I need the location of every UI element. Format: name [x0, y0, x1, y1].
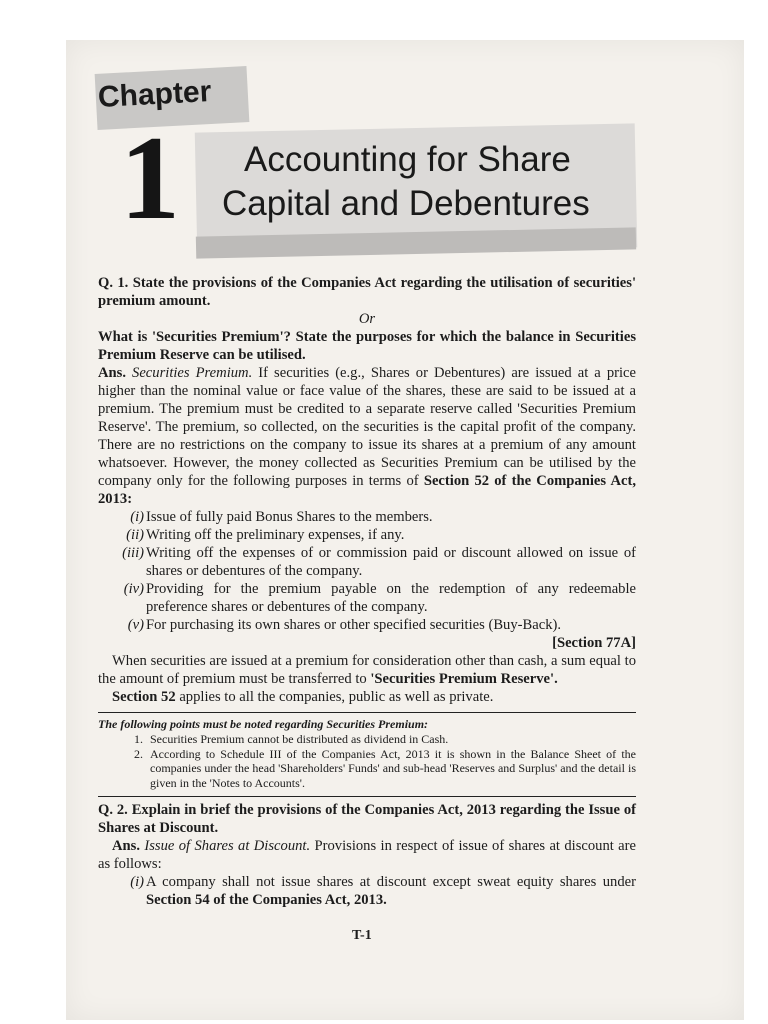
note-list	[98, 732, 636, 790]
answer-label: Ans.	[98, 365, 126, 381]
list-item: (ii) Writing off the preliminary expenses, if any.	[126, 527, 405, 543]
question-2: Q. 2. Explain in brief the provisions of the Companies Act, 2013 regarding the Issue of Shares at Discount.	[98, 802, 636, 836]
chapter-title-line1: Accounting for Share	[244, 140, 571, 179]
paragraph-3: Section 52 applies to all the companies, public as well as private.	[112, 689, 494, 705]
list-item: (iii) Writing off the expenses of or commission paid or discount allowed on issue of shares or debentures of the company.	[122, 545, 636, 579]
question-1-alt: What is 'Securities Premium'? State the purposes for which the balance in Securities Premium Reserve can be utilised.	[98, 329, 636, 363]
list-item: (iv) Providing for the premium payable on the redemption of any redeemable preference shares or debentures of the company.	[123, 581, 636, 615]
answer-1-paragraph	[98, 364, 636, 508]
answer-2-paragraph: Ans. Issue of Shares at Discount. Provisions in respect of issue of shares at discount are as follows:	[98, 838, 637, 872]
or-separator: Or	[358, 311, 376, 327]
question-1: Q. 1. State the provisions of the Companies Act regarding the utilisation of securities' premium amount.	[98, 275, 636, 309]
list-item: (i) Issue of fully paid Bonus Shares to the members.	[130, 509, 433, 525]
chapter-title-line2: Capital and Debentures	[222, 184, 590, 223]
list-item: (i) A company shall not issue shares at discount except sweat equity shares under Section 54 of the Companies Act, 2013.	[130, 874, 636, 908]
discount-list	[98, 873, 636, 909]
page-number: T-1	[352, 928, 372, 943]
answer-text: If securities (e.g., Shares or Debentures) are issued at a price higher than the nominal value or face value of the shares, these are said to be issued at a premium. The premium must be credited to a separate reserve called 'Securities Premium Reserve'. The premium, so collected, on the securities is the capital profit of the company. There are no restrictions on the company to issue its shares at a premium of any amount whatsoever. However, the money collected as Securities Premium can be utilised by the company only for the following purposes in terms of	[98, 365, 636, 489]
page-content	[98, 274, 636, 909]
chapter-title	[222, 138, 632, 226]
note-divider-top	[98, 712, 636, 713]
chapter-number: 1	[120, 111, 180, 244]
note-title: The following points must be noted regarding Securities Premium:	[98, 717, 429, 731]
premium-uses-list	[98, 508, 636, 634]
list-item: (v) For purchasing its own shares or other specified securities (Buy-Back).	[127, 617, 562, 633]
answer-term: Securities Premium.	[132, 365, 253, 381]
note-divider-bottom	[98, 796, 636, 797]
paragraph-2: When securities are issued at a premium for consideration other than cash, a sum equal to the amount of premium must be transferred to 'Securities Premium Reserve'.	[98, 653, 636, 687]
answer-section-ref: Section 52 of the Companies Act, 2013:	[98, 473, 636, 507]
chapter-label: Chapter	[97, 75, 213, 114]
section-reference: [Section 77A]	[552, 635, 636, 651]
note-item: 2. According to Schedule III of the Companies Act, 2013 it is shown in the Balance Sheet of the companies under the head 'Shareholders' Funds' and sub-head 'Reserves and Surplus' and the detail is given in the 'Notes to Accounts'.	[134, 746, 636, 790]
note-item: 1. Securities Premium cannot be distributed as dividend in Cash.	[134, 732, 449, 746]
